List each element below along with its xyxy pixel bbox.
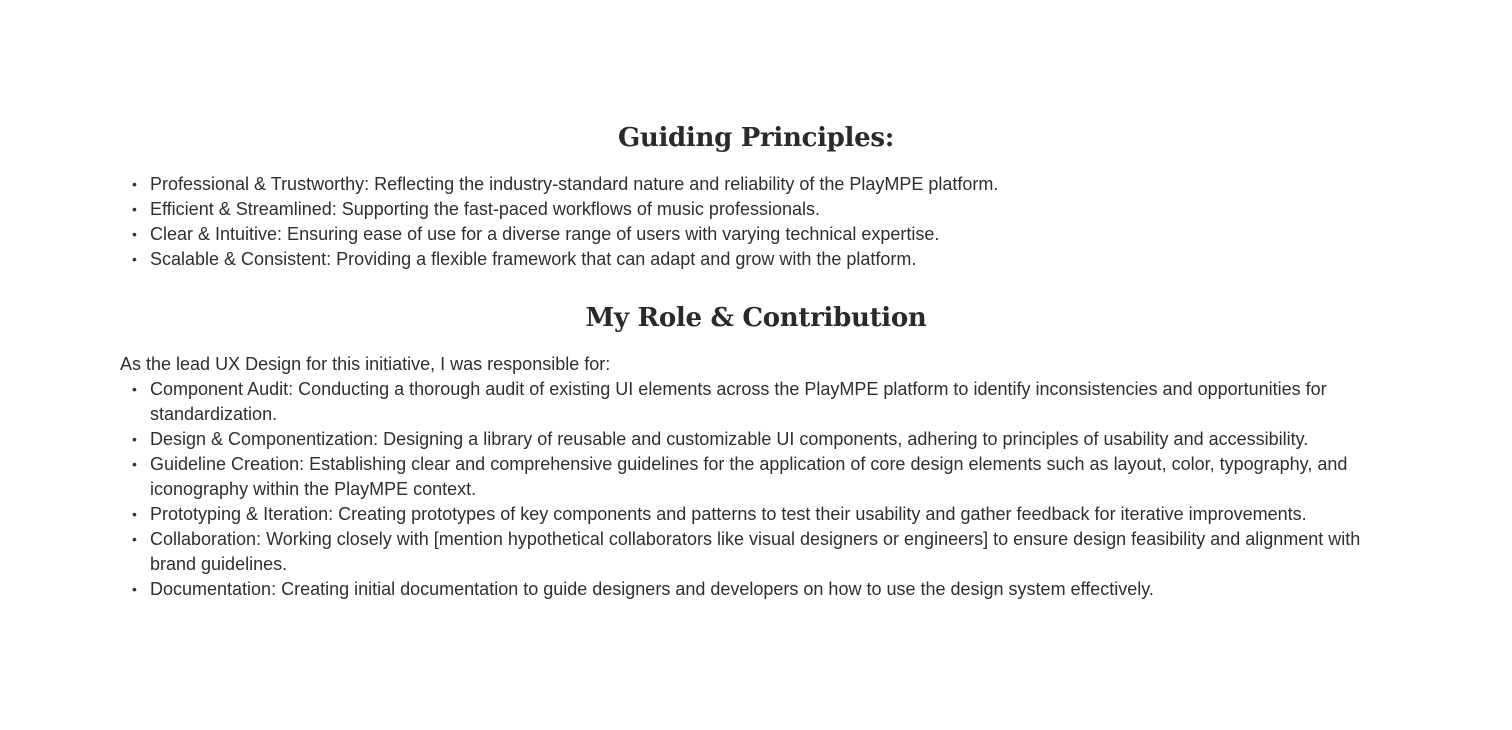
list-item: • Component Audit: Conducting a thorough audit of existing UI elements across the PlayMPE platform to identify inconsistencies and opportunities for standardization. — [150, 377, 1392, 427]
role-contribution-heading: My Role & Contribution — [585, 303, 927, 333]
guiding-principles-list — [120, 172, 1392, 272]
content-area — [120, 120, 1392, 602]
list-item: • Prototyping & Iteration: Creating prototypes of key components and patterns to test their usability and gather feedback for iterative improvements. — [150, 502, 1392, 527]
list-item: • Professional & Trustworthy: Reflecting the industry-standard nature and reliability of the PlayMPE platform. — [150, 172, 1392, 197]
role-intro-text: As the lead UX Design for this initiative, I was responsible for: — [120, 354, 611, 374]
list-item: • Guideline Creation: Establishing clear and comprehensive guidelines for the application of core design elements such as layout, color, typography, and iconography within the PlayMPE context. — [150, 452, 1392, 502]
guiding-principles-heading: Guiding Principles: — [617, 123, 895, 153]
list-item: • Design & Componentization: Designing a library of reusable and customizable UI components, adhering to principles of usability and accessibility. — [150, 427, 1392, 452]
list-item: • Collaboration: Working closely with [mention hypothetical collaborators like visual designers or engineers] to ensure design feasibility and alignment with brand guidelines. — [150, 527, 1392, 577]
list-item: • Documentation: Creating initial documentation to guide designers and developers on how to use the design system effectively. — [150, 577, 1392, 602]
list-item: • Scalable & Consistent: Providing a flexible framework that can adapt and grow with the platform. — [150, 247, 1392, 272]
list-item: • Efficient & Streamlined: Supporting the fast-paced workflows of music professionals. — [150, 197, 1392, 222]
list-item: • Clear & Intuitive: Ensuring ease of use for a diverse range of users with varying technical expertise. — [150, 222, 1392, 247]
role-contribution-list — [120, 377, 1392, 602]
